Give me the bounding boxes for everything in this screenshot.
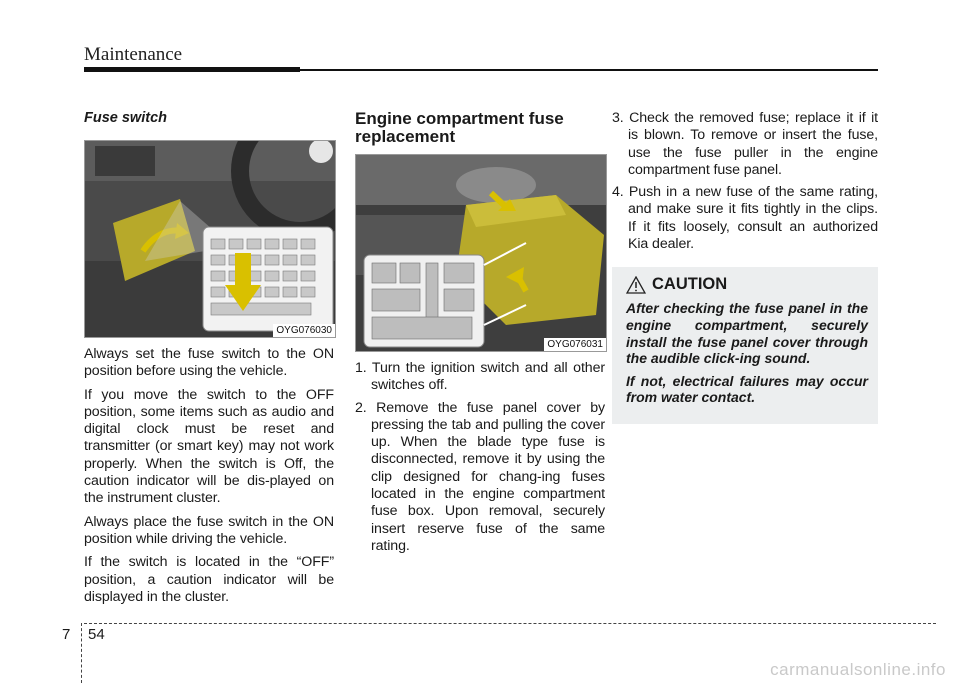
- list-item: 2. Remove the fuse panel cover by pressing the tab and pulling the cover up. When the blade type fuse is disconnected, remove it by using the clip designed for chang-ing fuses located in the engine compartment fuse box. Upon removal, securely insert reserve fuse of the same rating.: [355, 399, 605, 554]
- middle-column: [355, 110, 605, 560]
- caution-box: [612, 267, 878, 424]
- paragraph: Always set the fuse switch to the ON position before using the vehicle.: [84, 346, 334, 380]
- paragraph: If you move the switch to the OFF position, some items such as audio and digital clock must be reset and transmitter (or smart key) may not work properly. When the switch is Off, the caution indicator will be dis-played on the instrument cluster.: [84, 386, 334, 507]
- caution-paragraph: After checking the fuse panel in the engine compartment, securely install the fuse panel cover through the audible click-ing sound.: [626, 300, 868, 367]
- figure-code-label: OYG076030: [273, 324, 335, 337]
- engine-fuse-figure: [355, 154, 607, 352]
- page-header-title: Maintenance: [84, 44, 183, 65]
- section-title: Engine compartment fuse replacement: [355, 109, 564, 146]
- list-item: 3. Check the removed fuse; replace it if it is blown. To remove or insert the fuse, use the fuse puller in the engine compartment fuse panel.: [612, 110, 878, 178]
- watermark: carmanualsonline.info: [770, 660, 946, 679]
- caution-paragraph: If not, electrical failures may occur from water contact.: [626, 372, 868, 406]
- right-column: [612, 110, 878, 424]
- page-number: 54: [88, 626, 105, 643]
- warning-triangle-icon: [626, 276, 646, 294]
- fuse-switch-subhead: Fuse switch: [84, 110, 167, 126]
- steps-list: [355, 360, 605, 555]
- caution-title: CAUTION: [652, 275, 728, 294]
- fuse-switch-illustration: [85, 141, 335, 337]
- caution-header: [626, 275, 868, 294]
- chapter-number: 7: [62, 626, 71, 643]
- paragraph: Always place the fuse switch in the ON position while driving the vehicle.: [84, 513, 334, 547]
- list-item: 1. Turn the ignition switch and all other switches off.: [355, 360, 605, 394]
- footer-rule: [84, 623, 936, 624]
- fuse-switch-figure: [84, 140, 336, 338]
- paragraph: If the switch is located in the “OFF” position, a caution indicator will be displayed in the cluster.: [84, 554, 334, 605]
- header-rule-thick: [84, 67, 300, 72]
- engine-compartment-illustration: [356, 155, 606, 351]
- footer-divider: [81, 623, 82, 683]
- header-rule-thin: [300, 69, 878, 71]
- steps-list: [612, 110, 878, 253]
- list-item: 4. Push in a new fuse of the same rating, and make sure it fits tightly in the clips. If it fits loosely, consult an authorized Kia dealer.: [612, 184, 878, 253]
- left-column: [84, 110, 334, 612]
- figure-code-label: OYG076031: [544, 338, 606, 351]
